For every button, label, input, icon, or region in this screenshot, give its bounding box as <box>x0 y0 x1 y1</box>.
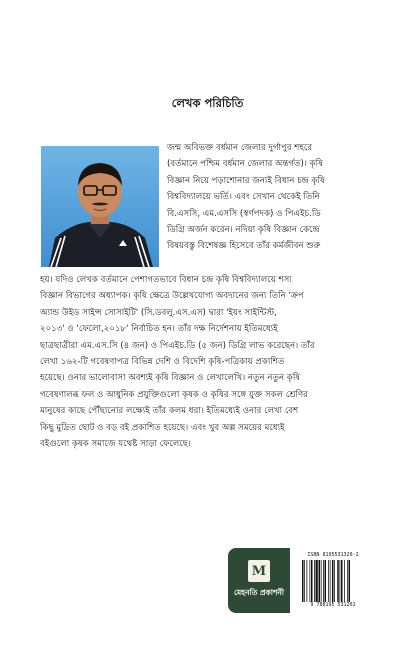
page-title: লেখক পরিচিতি <box>171 96 244 110</box>
bio-line: হয়েছে। ওনার ভালোবাসা অবশ্যই কৃষি বিজ্ঞান ও লেখালেখি। নতুন নতুন কৃষি <box>40 373 301 384</box>
publisher-badge <box>228 548 290 613</box>
bio-line: ২০১৩' ও 'ফেলো,২০১৮' নির্বাচিত হন। তাঁর দক্ষ নির্দেশনায় ইতিমধ্যেই <box>40 324 278 335</box>
barcode <box>298 552 368 610</box>
bio-line: জন্ম অবিভক্ত বর্ধমান জেলার দুর্গাপুর শহরে <box>167 143 313 153</box>
publisher-block <box>228 548 368 613</box>
isbn-label: ISBN 8195531320-2 <box>307 552 359 558</box>
ean-digits: 9 788195 531202 <box>310 602 356 608</box>
bio-line: (বর্তমানে পশ্চিম বর্ধমান জেলার অন্তর্গত)। কৃষি <box>167 159 323 170</box>
author-photo <box>41 146 159 267</box>
bio-line: অ্যান্ড উইড সাইন্স সোসাইটি' (সি.ডবলু.এস.এস) দ্বারা 'ইয়ং সাইন্টিস্ট, <box>40 307 277 318</box>
publisher-logo-icon <box>248 560 270 582</box>
publisher-name: মেহনতি প্রকাশনী <box>233 588 285 597</box>
bio-line: বিষয়বস্তু বিশেষজ্ঞ হিসেবে তাঁর কর্মজীবন শুরু <box>167 241 321 252</box>
bio-line: হয়। যদিও লেখক বর্তমানে পেশাগতভাবে বিধান চন্দ্র কৃষি বিশ্ববিদ্যালয়ে শস্য <box>40 275 292 285</box>
bio-line: বিজ্ঞান বিভাগের অধ্যাপক। কৃষি ক্ষেত্রে উল্লেখযোগ্য অবদানের জন্য তিনি 'ক্রপ <box>40 291 304 302</box>
bio-line: মানুষের কাছে পৌঁছানোর লক্ষ্যেই তাঁর কলম ধরা। ইতিমধ্যেই ওনার লেখা বেশ <box>40 406 299 417</box>
bio-line: লেখা ১৬২-টি গবেষণাপত্র বিভিন্ন দেশি ও বিদেশি কৃষি-পত্রিকায় প্রকাশিত <box>40 357 285 368</box>
bio-line: বইগুলো কৃষক সমাজে যথেষ্ট সাড়া ফেলেছে। <box>40 439 192 450</box>
barcode-bars-icon <box>301 560 365 602</box>
bio-line: বিশ্ববিদ্যালয়ে ভর্তি। এবং সেখান থেকেই তিনি <box>167 192 320 203</box>
bio-line: ডিগ্রি অর্জন করেন। নদিয়া কৃষি বিজ্ঞান কেন্দ্রে <box>167 225 320 236</box>
bio-bottom-paragraph <box>40 272 385 452</box>
publisher-logo-letter: M <box>251 563 267 579</box>
bio-line: ছাত্রছাত্রীরা এম.এস.সি (৪ জন) ও পিএইচ.ডি (৫ জন) ডিগ্রি লাভ করেছেন। তাঁর <box>40 340 315 351</box>
bio-line: বিজ্ঞান নিয়ে পড়াশোনার জন্যই বিধান চন্দ্র কৃষি <box>167 175 325 186</box>
bio-line: কিছু মুদ্রিত ছোট ও বড় বই প্রকাশিত হয়েছে। এবং খুব অল্প সময়ের মধ্যেই <box>40 422 285 433</box>
bio-line: বি.এসসি, এম.এসসি (স্বর্ণপদক) ও পিএইচ.ডি <box>167 208 321 219</box>
bio-top-paragraph <box>167 140 379 255</box>
bio-line: গবেষণালব্ধ ফল ও আধুনিক প্রযুক্তিগুলো কৃষক ও কৃষির সঙ্গে যুক্ত সকল শ্রেণির <box>40 389 308 400</box>
